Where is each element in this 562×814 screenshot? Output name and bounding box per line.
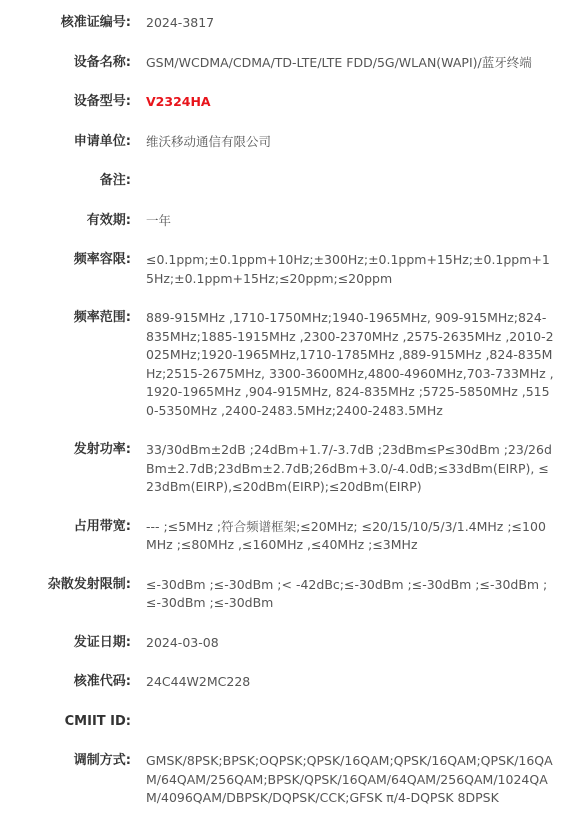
row-device-model: [0, 78, 562, 118]
row-spurious-emission: [0, 561, 562, 619]
issue-date-label: 发证日期:: [73, 634, 131, 650]
validity-value: 一年: [146, 212, 172, 228]
device-name-value: GSM/WCDMA/CDMA/TD-LTE/LTE FDD/5G/WLAN(WAPI)/蓝牙终端: [146, 54, 532, 70]
approval-code-label: 核准代码:: [73, 674, 131, 689]
device-model-label: 设备型号:: [73, 94, 131, 109]
remarks-label: 备注:: [99, 173, 131, 188]
row-applicant: [0, 118, 562, 158]
validity-label: 有效期:: [86, 212, 131, 228]
frequency-range-label: 频率范围:: [73, 310, 131, 325]
row-frequency-range: [0, 294, 562, 426]
modulation-value: GMSK/8PSK;BPSK;OQPSK;QPSK/16QAM;QPSK/16QAM;QPSK/16QAM/64QAM/256QAM;BPSK/QPSK/16QAM/64QAM/256QAM/1024QAM/4096QAM/DBPSK/DQPSK/CCK;GFSK π/4-DQPSK 8DPSK: [146, 753, 553, 805]
row-cmiit-id: [0, 698, 562, 738]
issue-date-value: 2024-03-08: [146, 634, 219, 650]
frequency-tolerance-value: ≤0.1ppm;±0.1ppm+10Hz;±300Hz;±0.1ppm+15Hz;±0.1ppm+15Hz;±0.1ppm+15Hz;≤20ppm;≤20ppm: [146, 252, 550, 286]
modulation-label: 调制方式:: [73, 753, 131, 768]
spurious-emission-label: 杂散发射限制:: [47, 576, 131, 592]
row-issue-date: [0, 619, 562, 659]
row-transmit-power: [0, 426, 562, 503]
row-frequency-tolerance: [0, 236, 562, 294]
transmit-power-label: 发射功率:: [73, 442, 131, 457]
frequency-range-value: 889-915MHz ,1710-1750MHz;1940-1965MHz, 909-915MHz;824-835MHz;1885-1915MHz ,2300-2370MHz ,2575-2635MHz ,2010-2025MHz;1920-1965MHz,1710-1785MHz ,889-915MHz ,824-835MHz;2515-2675MHz, 3300-3600MHz,4800-4960MHz,703-733MHz ,1920-1965MHz ,904-915MHz, 824-835MHz ;5725-5850MHz ,5150-5350MHz ,2400-2483.5MHz;2400-2483.5MHz: [146, 310, 554, 418]
approval-code-value: 24C44W2MC228: [146, 674, 251, 689]
spurious-emission-value: ≤-30dBm ;≤-30dBm ;< -42dBc;≤-30dBm ;≤-30dBm ;≤-30dBm ;≤-30dBm ;≤-30dBm: [146, 576, 548, 610]
remarks-value: [146, 157, 562, 197]
row-approval-number: [0, 0, 562, 39]
row-occupied-bandwidth: [0, 503, 562, 561]
device-model-value: V2324HA: [146, 94, 211, 109]
row-remarks: [0, 157, 562, 197]
approval-number-label: 核准证编号:: [60, 15, 131, 30]
row-modulation: [0, 737, 562, 814]
frequency-tolerance-label: 频率容限:: [73, 252, 131, 267]
device-name-label: 设备名称:: [73, 54, 131, 70]
applicant-value: 维沃移动通信有限公司: [146, 133, 272, 149]
approval-number-value: 2024-3817: [146, 15, 215, 30]
transmit-power-value: 33/30dBm±2dB ;24dBm+1.7/-3.7dB ;23dBm≤P≤30dBm ;23/26dBm±2.7dB;23dBm±2.7dB;26dBm+3.0/-4.0dB;≤33dBm(EIRP), ≤23dBm(EIRP),≤20dBm(EIRP);≤20dBm(EIRP): [146, 442, 552, 494]
row-device-name: [0, 39, 562, 79]
occupied-bandwidth-label: 占用带宽:: [73, 518, 131, 534]
row-validity: [0, 197, 562, 237]
cmiit-id-label: CMIIT ID:: [64, 713, 131, 729]
occupied-bandwidth-value: --- ;≤5MHz ;符合频谱框架;≤20MHz; ≤20/15/10/5/3/1.4MHz ;≤100MHz ;≤80MHz ,≤160MHz ,≤40MHz ;≤3MHz: [146, 518, 546, 552]
row-approval-code: [0, 658, 562, 698]
applicant-label: 申请单位:: [73, 133, 131, 149]
cmiit-id-value: [146, 698, 562, 738]
